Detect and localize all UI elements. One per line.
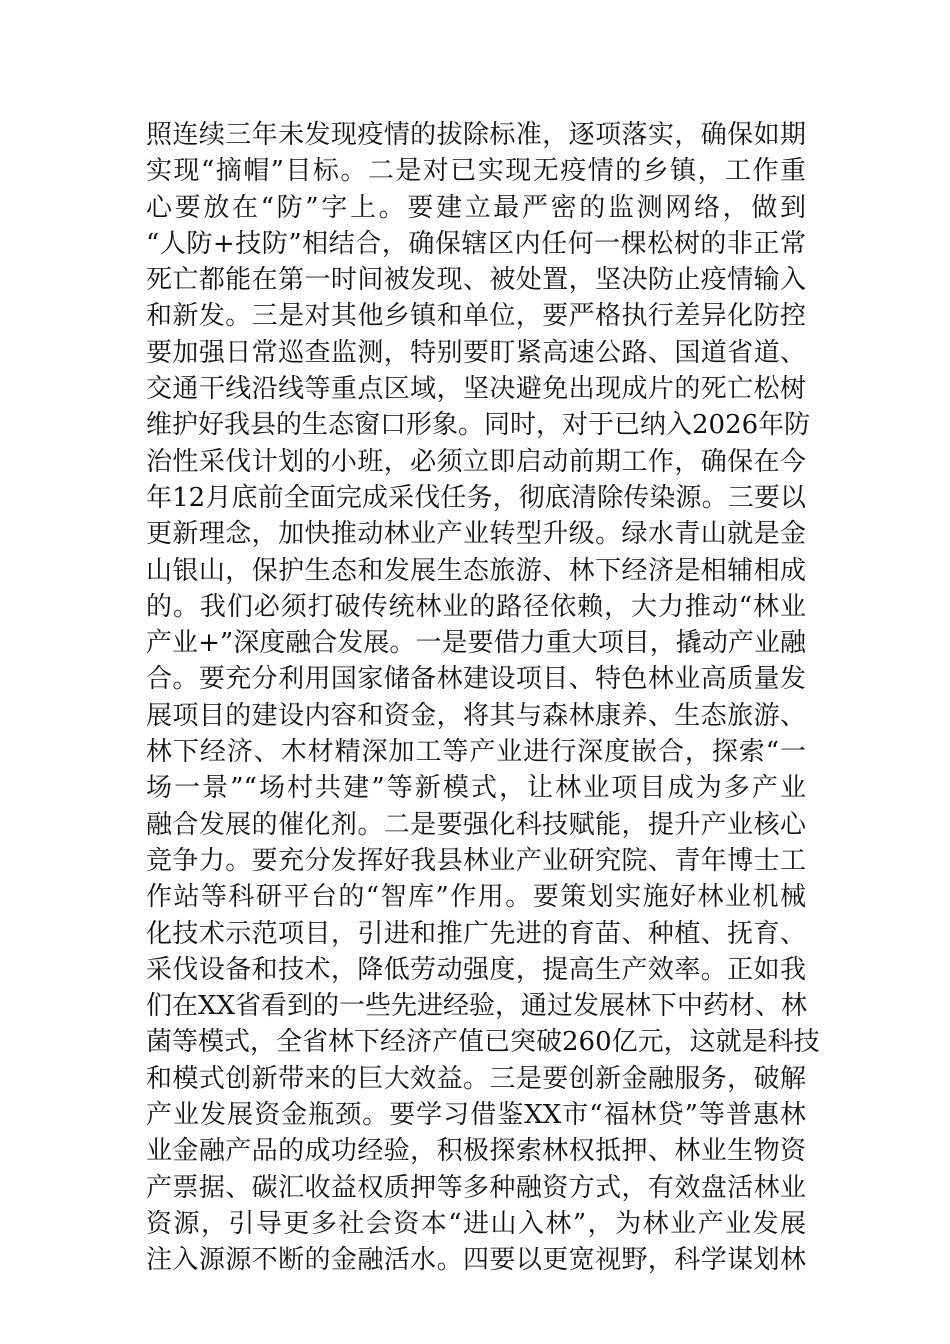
- text-line: 业金融产品的成功经验，积极探索林权抵押、林业生物资: [146, 1136, 806, 1167]
- text-line: 作站等科研平台的“智库”作用。要策划实施好林业机械: [146, 882, 806, 913]
- text-line: 年12月底前全面完成采伐任务，彻底清除传染源。三要以: [146, 482, 806, 513]
- text-line: 更新理念，加快推动林业产业转型升级。绿水青山就是金: [146, 519, 806, 550]
- text-line: 要加强日常巡查监测，特别要盯紧高速公路、国道省道、: [146, 337, 806, 368]
- text-line: 心要放在“防”字上。要建立最严密的监测网络，做到: [146, 192, 806, 223]
- text-line: 场一景”“场村共建”等新模式，让林业项目成为多产业: [146, 773, 806, 804]
- body-paragraph: [146, 117, 820, 1279]
- text-line: 照连续三年未发现疫情的拔除标准，逐项落实，确保如期: [146, 120, 806, 150]
- text-line: 注入源源不断的金融活水。四要以更宽视野，科学谋划林: [146, 1245, 806, 1276]
- text-line: 产票据、碳汇收益权质押等多种融资方式，有效盘活林业: [146, 1172, 806, 1203]
- text-line: 合。要充分利用国家储备林建设项目、特色林业高质量发: [146, 664, 806, 695]
- text-line: “人防+技防”相结合，确保辖区内任何一棵松树的非正常: [146, 228, 806, 259]
- text-line: 和新发。三是对其他乡镇和单位，要严格执行差异化防控: [146, 301, 806, 332]
- text-line: 治性采伐计划的小班，必须立即启动前期工作，确保在今: [146, 446, 806, 477]
- text-line: 山银山，保护生态和发展生态旅游、林下经济是相辅相成: [146, 555, 806, 586]
- text-line: 菌等模式，全省林下经济产值已突破260亿元，这就是科技: [146, 1027, 820, 1058]
- text-line: 融合发展的催化剂。二是要强化科技赋能，提升产业核心: [146, 809, 806, 840]
- text-line: 竞争力。要充分发挥好我县林业产业研究院、青年博士工: [146, 845, 806, 876]
- text-line: 产业+”深度融合发展。一是要借力重大项目，撬动产业融: [146, 628, 806, 659]
- text-line: 们在XX省看到的一些先进经验，通过发展林下中药材、林: [146, 991, 808, 1022]
- text-line: 展项目的建设内容和资金，将其与森林康养、生态旅游、: [146, 700, 806, 731]
- text-line: 产业发展资金瓶颈。要学习借鉴XX市“福林贷”等普惠林: [146, 1100, 806, 1131]
- text-line: 实现“摘帽”目标。二是对已实现无疫情的乡镇，工作重: [146, 156, 806, 187]
- text-line: 采伐设备和技术，降低劳动强度，提高生产效率。正如我: [146, 954, 806, 985]
- text-line: 死亡都能在第一时间被发现、被处置，坚决防止疫情输入: [146, 265, 806, 296]
- text-line: 交通干线沿线等重点区域，坚决避免出现成片的死亡松树: [146, 374, 806, 405]
- text-line: 维护好我县的生态窗口形象。同时，对于已纳入2026年防: [146, 410, 811, 441]
- text-line: 的。我们必须打破传统林业的路径依赖，大力推动“林业: [146, 591, 806, 622]
- text-line: 化技术示范项目，引进和推广先进的育苗、种植、抚育、: [146, 918, 806, 949]
- text-line: 资源，引导更多社会资本“进山入林”，为林业产业发展: [146, 1208, 806, 1239]
- text-line: 林下经济、木材精深加工等产业进行深度嵌合，探索“一: [146, 737, 806, 768]
- text-line: 和模式创新带来的巨大效益。三是要创新金融服务，破解: [146, 1063, 806, 1094]
